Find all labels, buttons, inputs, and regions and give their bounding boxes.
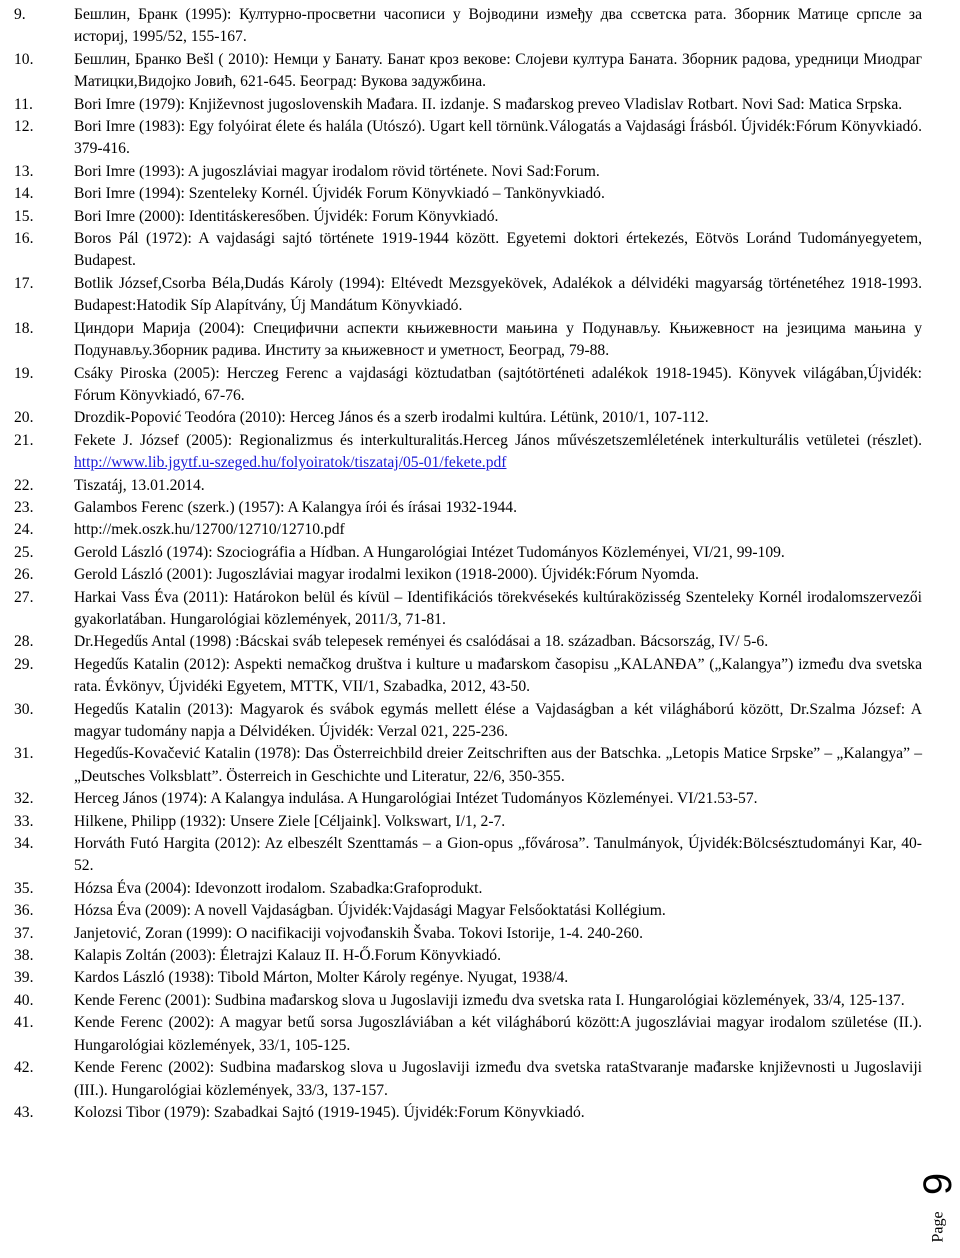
reference-number: 42.	[14, 1059, 34, 1077]
reference-text	[74, 407, 922, 429]
reference-item	[14, 94, 922, 116]
reference-text	[74, 183, 922, 205]
reference-number: 32.	[14, 790, 34, 808]
reference-text	[74, 363, 922, 408]
reference-text	[74, 430, 922, 475]
reference-body: Gerold László (1974): Szociográfia a Hídban. A Hungarológiai Intézet Tudományos Közleményei, VI/21, 99-109.	[74, 543, 785, 561]
reference-item	[14, 811, 922, 833]
reference-item	[14, 923, 922, 945]
reference-body: Janjetović, Zoran (1999): O nacifikaciji vojvođanskih Švaba. Tokovi Istorije, 1-4. 240-260.	[74, 924, 643, 942]
reference-body: Harkai Vass Éva (2011): Határokon belül és kívül – Identifikációs törekvésekés kultúraközisség Szenteleky Kornél irodalomszervezői gyakorlatában. Hungarológiai közlemények, 2011/3, 71-81.	[74, 588, 922, 628]
reference-item	[14, 833, 922, 878]
reference-number: 33.	[14, 812, 34, 830]
reference-item	[14, 699, 922, 744]
reference-number: 35.	[14, 879, 34, 897]
reference-body: Kardos László (1938): Tibold Márton, Molter Károly regénye. Nyugat, 1938/4.	[74, 969, 569, 987]
reference-item	[14, 475, 922, 497]
reference-number: 23.	[14, 498, 34, 516]
reference-text	[74, 654, 922, 699]
reference-item	[14, 542, 922, 564]
reference-text	[74, 161, 922, 183]
reference-body: Kende Ferenc (2002): Sudbina mađarskog slova u Jugoslaviji između dva svetska rataStvaranje mađarske književnosti u Jugoslaviji (III.). Hungarológiai közlemények, 33/3, 137-157.	[74, 1059, 922, 1099]
reference-text	[74, 788, 922, 810]
reference-number: 12.	[14, 118, 34, 136]
reference-item	[14, 318, 922, 363]
reference-text	[74, 273, 922, 318]
reference-body: Fekete J. József (2005): Regionalizmus és interkulturalitás.Herceg János művészetszemléletének interkulturális vetületei (részlet).	[74, 431, 922, 449]
reference-number: 15.	[14, 207, 34, 225]
reference-body: http://mek.oszk.hu/12700/12710/12710.pdf	[74, 521, 345, 539]
reference-body: Бешлин, Бранк (1995): Културно-просветни часописи у Војводини између два ссветска рата. Зборник Матице српсле за историј, 1995/52, 155-167.	[74, 6, 922, 46]
reference-number: 13.	[14, 162, 34, 180]
reference-number: 24.	[14, 521, 34, 539]
reference-text	[74, 318, 922, 363]
reference-item	[14, 273, 922, 318]
reference-item	[14, 1012, 922, 1057]
reference-item	[14, 945, 922, 967]
reference-body: Циндори Марија (2004): Специфични аспекти књижевности мањина у Подунављу. Књижевност на језицима мањина у Подунављу.Зборник радива. Институ за књижевност и уметност, Београд, 79-88.	[74, 319, 922, 360]
reference-item	[14, 1102, 922, 1124]
reference-item	[14, 990, 922, 1012]
reference-number: 22.	[14, 476, 34, 494]
reference-item	[14, 900, 922, 922]
reference-number: 37.	[14, 924, 34, 942]
reference-text	[74, 990, 922, 1012]
reference-text	[74, 228, 922, 273]
reference-text	[74, 206, 922, 228]
reference-body: Drozdik-Popović Teodóra (2010): Herceg János és a szerb irodalmi kultúra. Létünk, 2010/1, 107-112.	[74, 409, 709, 427]
reference-text	[74, 900, 922, 922]
page-word: Page	[929, 1211, 947, 1243]
reference-item	[14, 497, 922, 519]
reference-body: Bori Imre (1993): A jugoszláviai magyar irodalom rövid története. Novi Sad:Forum.	[74, 162, 600, 180]
reference-number: 40.	[14, 991, 34, 1009]
reference-link[interactable]: http://www.lib.jgytf.u-szeged.hu/folyoiratok/tiszataj/05-01/fekete.pdf	[74, 454, 507, 472]
reference-body: Horváth Futó Hargita (2012): Az elbeszélt Szenttamás – a Gion-opus „fővárosa”. Tanulmányok, Újvidék:Bölcsésztudományi Kar, 40-52.	[74, 835, 922, 875]
reference-body: Tiszatáj, 13.01.2014.	[74, 476, 205, 494]
reference-number: 41.	[14, 1014, 34, 1032]
reference-item	[14, 407, 922, 429]
reference-body: Kalapis Zoltán (2003): Életrajzi Kalauz II. H-Ő.Forum Könyvkiadó.	[74, 947, 501, 965]
reference-item	[14, 587, 922, 632]
reference-number: 20.	[14, 409, 34, 427]
reference-item	[14, 363, 922, 408]
reference-number: 30.	[14, 700, 34, 718]
reference-number: 19.	[14, 364, 34, 382]
reference-body: Dr.Hegedűs Antal (1998) :Bácskai sváb telepesek reményei és csalódásai a 18. században. Bácsország, IV/ 5-6.	[74, 633, 769, 651]
reference-item	[14, 878, 922, 900]
reference-text	[74, 475, 922, 497]
reference-item	[14, 967, 922, 989]
reference-number: 39.	[14, 969, 34, 987]
reference-item	[14, 1057, 922, 1102]
reference-number: 16.	[14, 230, 34, 248]
reference-body: Csáky Piroska (2005): Herczeg Ferenc a vajdasági köztudatban (sajtótörténeti adalékok 1918-1945). Könyvek világában,Újvidék: Fórum Könyvkiadó, 67-76.	[74, 364, 922, 404]
reference-body: Bori Imre (1983): Egy folyóirat élete és halála (Utószó). Ugart kell törnünk.Válogatás a Vajdasági Írásból. Újvidék:Fórum Könyvkiadó. 379-416.	[74, 118, 922, 158]
reference-number: 17.	[14, 274, 34, 292]
reference-text	[74, 833, 922, 878]
reference-body: Kolozsi Tibor (1979): Szabadkai Sajtó (1919-1945). Újvidék:Forum Könyvkiadó.	[74, 1103, 585, 1121]
reference-body: Hilkene, Philipp (1932): Unsere Ziele [Céljaink]. Volkswart, I/1, 2-7.	[74, 812, 506, 830]
reference-list	[14, 4, 922, 1124]
reference-body: Kende Ferenc (2002): A magyar betű sorsa Jugoszláviában a két világháború között:A jugoszláviai magyar irodalom születése (II.). Hungarológiai közlemények, 33/1, 105-125.	[74, 1014, 922, 1054]
reference-body: Hegedűs-Kovačević Katalin (1978): Das Österreichbild dreier Zeitschriften aus der Batschka. „Letopis Matice Srpske” – „Kalangya” – „Deutsches Volksblatt”. Österreich in Geschichte und Literatur, 22/6, 350-355.	[74, 745, 922, 785]
reference-text	[74, 1102, 922, 1124]
reference-text	[74, 699, 922, 744]
reference-number: 36.	[14, 902, 34, 920]
reference-number: 14.	[14, 185, 34, 203]
reference-body: Galambos Ferenc (szerk.) (1957): A Kalangya írói és írásai 1932-1944.	[74, 498, 517, 516]
reference-item	[14, 116, 922, 161]
reference-item	[14, 564, 922, 586]
reference-item	[14, 743, 922, 788]
reference-number: 10.	[14, 50, 34, 68]
reference-body: Herceg János (1974): A Kalangya indulása. A Hungarológiai Intézet Tudományos Közleményei. VI/21.53-57.	[74, 790, 758, 808]
reference-item	[14, 631, 922, 653]
reference-body: Hegedűs Katalin (2012): Aspekti nemačkog društva i kulture u mađarskom časopisu „KALANĐA” („Kalangya”) između dva svetska rata. Évkönyv, Újvidéki Egyetem, MTTK, VII/1, Szabadka, 2012, 43-50.	[74, 655, 922, 696]
reference-number: 38.	[14, 947, 34, 965]
reference-text	[74, 4, 922, 49]
reference-item	[14, 4, 922, 49]
reference-body: Bori Imre (1994): Szenteleky Kornél. Újvidék Forum Könyvkiadó – Tankönyvkiadó.	[74, 185, 605, 203]
page-number-label	[916, 1164, 960, 1243]
reference-number: 31.	[14, 745, 34, 763]
reference-body: Gerold László (2001): Jugoszláviai magyar irodalmi lexikon (1918-2000). Újvidék:Fórum Nyomda.	[74, 566, 699, 584]
reference-text	[74, 519, 922, 541]
reference-number: 28.	[14, 633, 34, 651]
reference-number: 25.	[14, 543, 34, 561]
reference-body: Hegedűs Katalin (2013): Magyarok és svábok egymás mellett élése a Vajdaságban a két világháború között, Dr.Szalma József: A magyar tudomány napja a Délvidéken. Újvidék: Verzal 021, 225-236.	[74, 700, 922, 740]
reference-number: 27.	[14, 588, 34, 606]
reference-text	[74, 923, 922, 945]
reference-number: 26.	[14, 566, 34, 584]
reference-number: 11.	[14, 95, 33, 113]
reference-number: 9.	[14, 6, 26, 23]
reference-number: 34.	[14, 835, 34, 853]
reference-text	[74, 1057, 922, 1102]
reference-text	[74, 631, 922, 653]
reference-text	[74, 542, 922, 564]
reference-item	[14, 788, 922, 810]
reference-text	[74, 743, 922, 788]
reference-text	[74, 945, 922, 967]
reference-number: 21.	[14, 431, 34, 449]
reference-number: 18.	[14, 319, 34, 337]
reference-item	[14, 228, 922, 273]
reference-text	[74, 878, 922, 900]
reference-body: Boros Pál (1972): A vajdasági sajtó története 1919-1944 között. Egyetemi doktori értekezés, Eötvös Loránd Tudományegyetem, Budapest.	[74, 230, 922, 270]
reference-item	[14, 519, 922, 541]
reference-text	[74, 1012, 922, 1057]
reference-text	[74, 967, 922, 989]
reference-text	[74, 49, 922, 94]
reference-text	[74, 116, 922, 161]
page-number: 9	[916, 1172, 960, 1196]
reference-number: 43.	[14, 1103, 34, 1121]
reference-number: 29.	[14, 655, 34, 673]
reference-body: Бешлин, Бранко Bešl ( 2010): Немци у Банату. Банат кроз векове: Слојеви култура Баната. Зборник радова, уредници Миодраг Матицки,Видојко Јовић, 621-645. Београд: Вукова задужбина.	[74, 50, 922, 91]
reference-text	[74, 497, 922, 519]
reference-item	[14, 430, 922, 475]
reference-body: Bori Imre (2000): Identitáskeresőben. Újvidék: Forum Könyvkiadó.	[74, 207, 499, 225]
reference-text	[74, 811, 922, 833]
reference-text	[74, 587, 922, 632]
reference-item	[14, 183, 922, 205]
reference-body: Hózsa Éva (2009): A novell Vajdaságban. Újvidék:Vajdasági Magyar Felsőoktatási Kollégium.	[74, 902, 666, 920]
reference-text	[74, 94, 922, 116]
reference-body: Hózsa Éva (2004): Idevonzott irodalom. Szabadka:Grafoprodukt.	[74, 879, 483, 897]
reference-item	[14, 161, 922, 183]
reference-item	[14, 654, 922, 699]
reference-body: Kende Ferenc (2001): Sudbina mađarskog slova u Jugoslaviji između dva svetska rata I. Hungarológiai közlemények, 33/4, 125-137.	[74, 991, 905, 1009]
reference-text	[74, 564, 922, 586]
reference-body: Bori Imre (1979): Književnost jugoslovenskih Mađara. II. izdanje. S mađarskog preveo Vladislav Rotbart. Novi Sad: Matica Srpska.	[74, 95, 903, 113]
reference-item	[14, 49, 922, 94]
reference-body: Botlik József,Csorba Béla,Dudás Károly (1994): Eltévedt Mezsgyekövek, Adalékok a délvidéki magyarság történetéhez 1918-1993. Budapest:Hatodik Síp Alapítvány, Új Mandátum Könyvkiadó.	[74, 274, 922, 315]
reference-item	[14, 206, 922, 228]
